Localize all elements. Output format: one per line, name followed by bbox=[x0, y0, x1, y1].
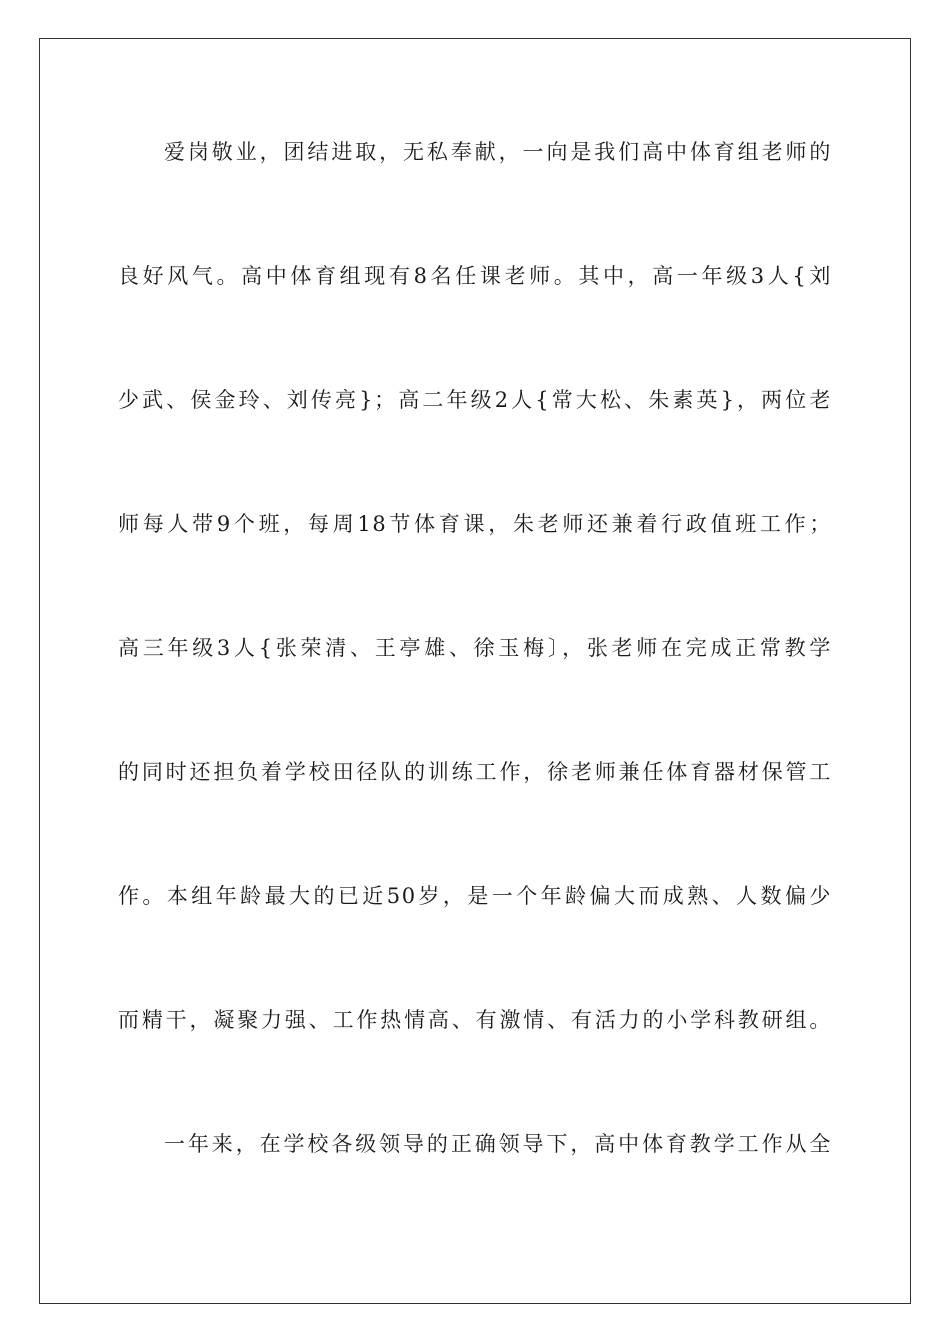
paragraph-line: 一年来，在学校各级领导的正确领导下，高中体育教学工作从全 bbox=[164, 1132, 832, 1156]
paragraph-line: 良好风气。高中体育组现有8名任课老师。其中，高一年级3人{刘 bbox=[118, 264, 832, 288]
paragraph-line: 而精干，凝聚力强、工作热情高、有激情、有活力的小学科教研组。 bbox=[118, 1008, 832, 1032]
paragraph-line: 作。本组年龄最大的已近50岁，是一个年龄偏大而成熟、人数偏少 bbox=[118, 884, 832, 908]
paragraph-line: 师每人带9个班，每周18节体育课，朱老师还兼着行政值班工作； bbox=[118, 512, 832, 536]
document-body bbox=[118, 130, 832, 1246]
paragraph-line: 高三年级3人{张荣清、王亭雄、徐玉梅〕，张老师在完成正常教学 bbox=[118, 636, 832, 660]
paragraph-line: 爱岗敬业，团结进取，无私奉献，一向是我们高中体育组老师的 bbox=[164, 140, 832, 164]
paragraph-line: 少武、侯金玲、刘传亮}；高二年级2人{常大松、朱素英}，两位老 bbox=[118, 388, 832, 412]
paragraph-line: 的同时还担负着学校田径队的训练工作，徐老师兼任体育器材保管工 bbox=[118, 760, 832, 784]
